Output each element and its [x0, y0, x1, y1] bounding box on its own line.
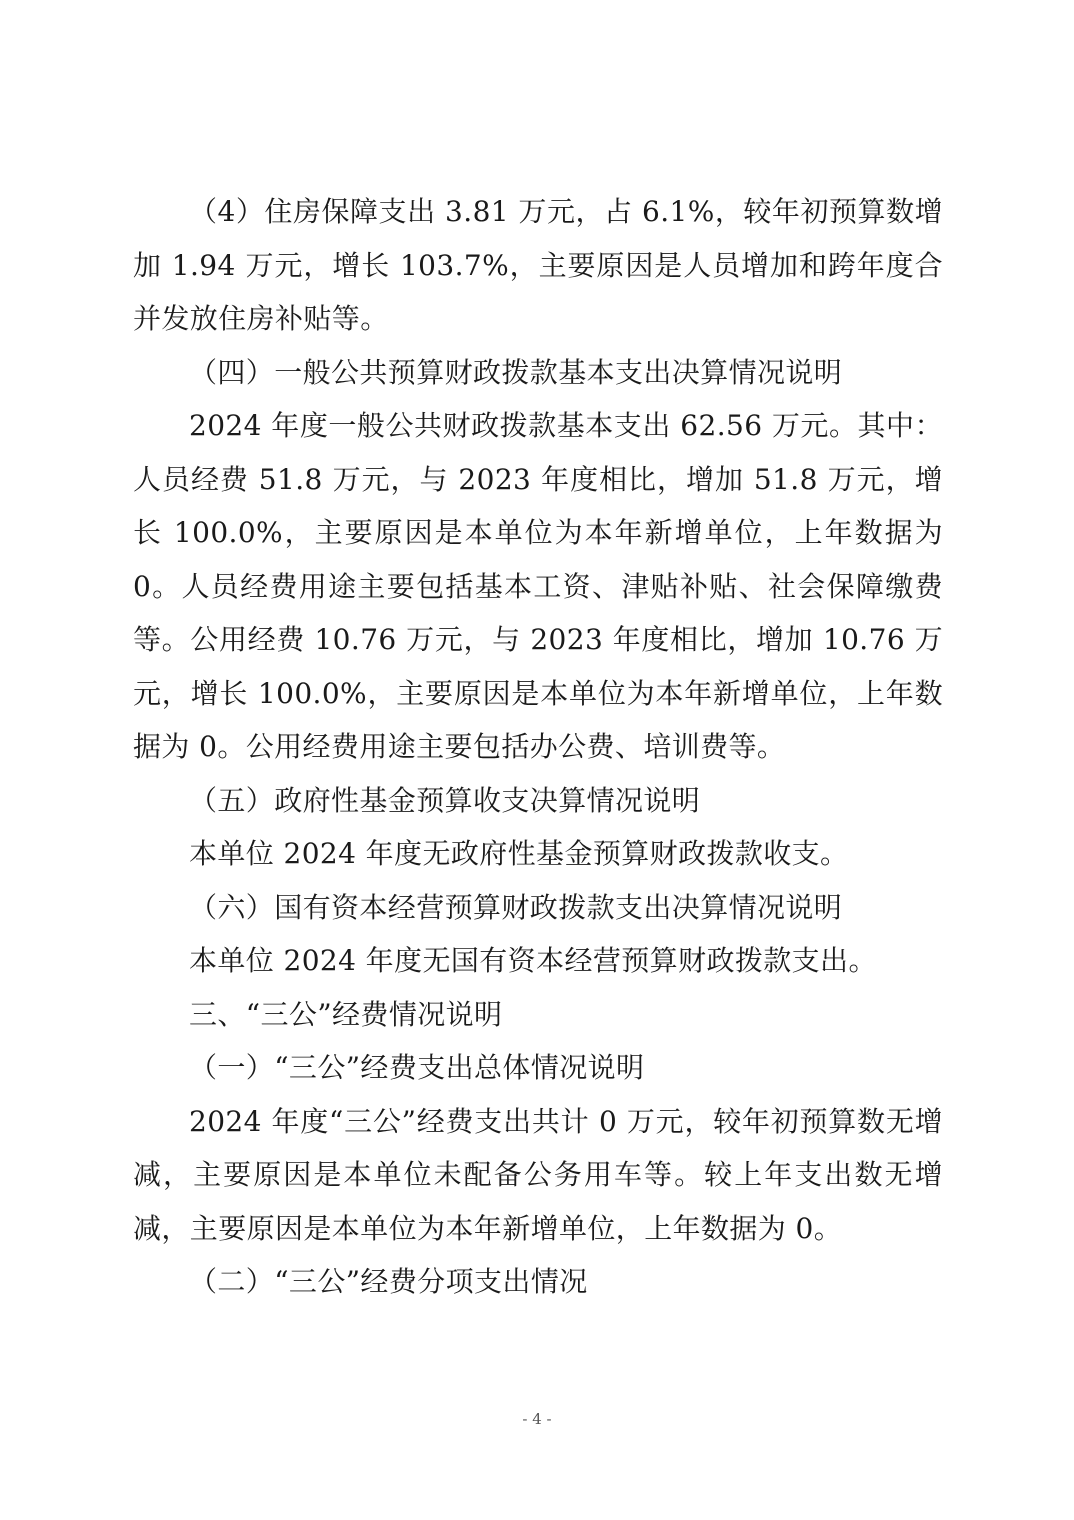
paragraph-basic-expenditure: 2024 年度一般公共财政拨款基本支出 62.56 万元。其中：人员经费 51.8 万元，与 2023 年度相比，增加 51.8 万元，增长 100.0%，主要原因是本单位为本年新增单位，上年数据为 0。人员经费用途主要包括基本工资、津贴补贴、社会保障缴费等。公用经费 10.76 万元，与 2023 年度相比，增加 10.76 万元，增长 100.0%，主要原因是本单位为本年新增单位，上年数据为 0。公用经费用途主要包括办公费、培训费等。: [133, 409, 943, 763]
heading-government-fund: （五）政府性基金预算收支决算情况说明: [189, 783, 701, 817]
paragraph-three-public-overall: 2024 年度“三公”经费支出共计 0 万元，较年初预算数无增减，主要原因是本单位未配备公务用车等。较上年支出数无增减，主要原因是本单位为本年新增单位，上年数据为 0。: [133, 1104, 943, 1245]
page-number: - 4 -: [522, 1410, 552, 1428]
heading-basic-expenditure: （四）一般公共预算财政拨款基本支出决算情况说明: [189, 355, 843, 389]
heading-state-capital: （六）国有资本经营预算财政拨款支出决算情况说明: [189, 890, 843, 924]
paragraph-state-capital: 本单位 2024 年度无国有资本经营预算财政拨款支出。: [189, 944, 877, 977]
heading-three-public-items: （二）“三公”经费分项支出情况: [189, 1265, 588, 1298]
paragraph-government-fund: 本单位 2024 年度无政府性基金预算财政拨款收支。: [189, 837, 849, 870]
heading-three-public-overall: （一）“三公”经费支出总体情况说明: [189, 1051, 645, 1084]
heading-three-public: 三、“三公”经费情况说明: [189, 997, 503, 1031]
paragraph-housing-expenditure: （4）住房保障支出 3.81 万元，占 6.1%，较年初预算数增加 1.94 万元，增长 103.7%，主要原因是人员增加和跨年度合并发放住房补贴等。: [133, 195, 943, 335]
document-body: [133, 185, 943, 1309]
